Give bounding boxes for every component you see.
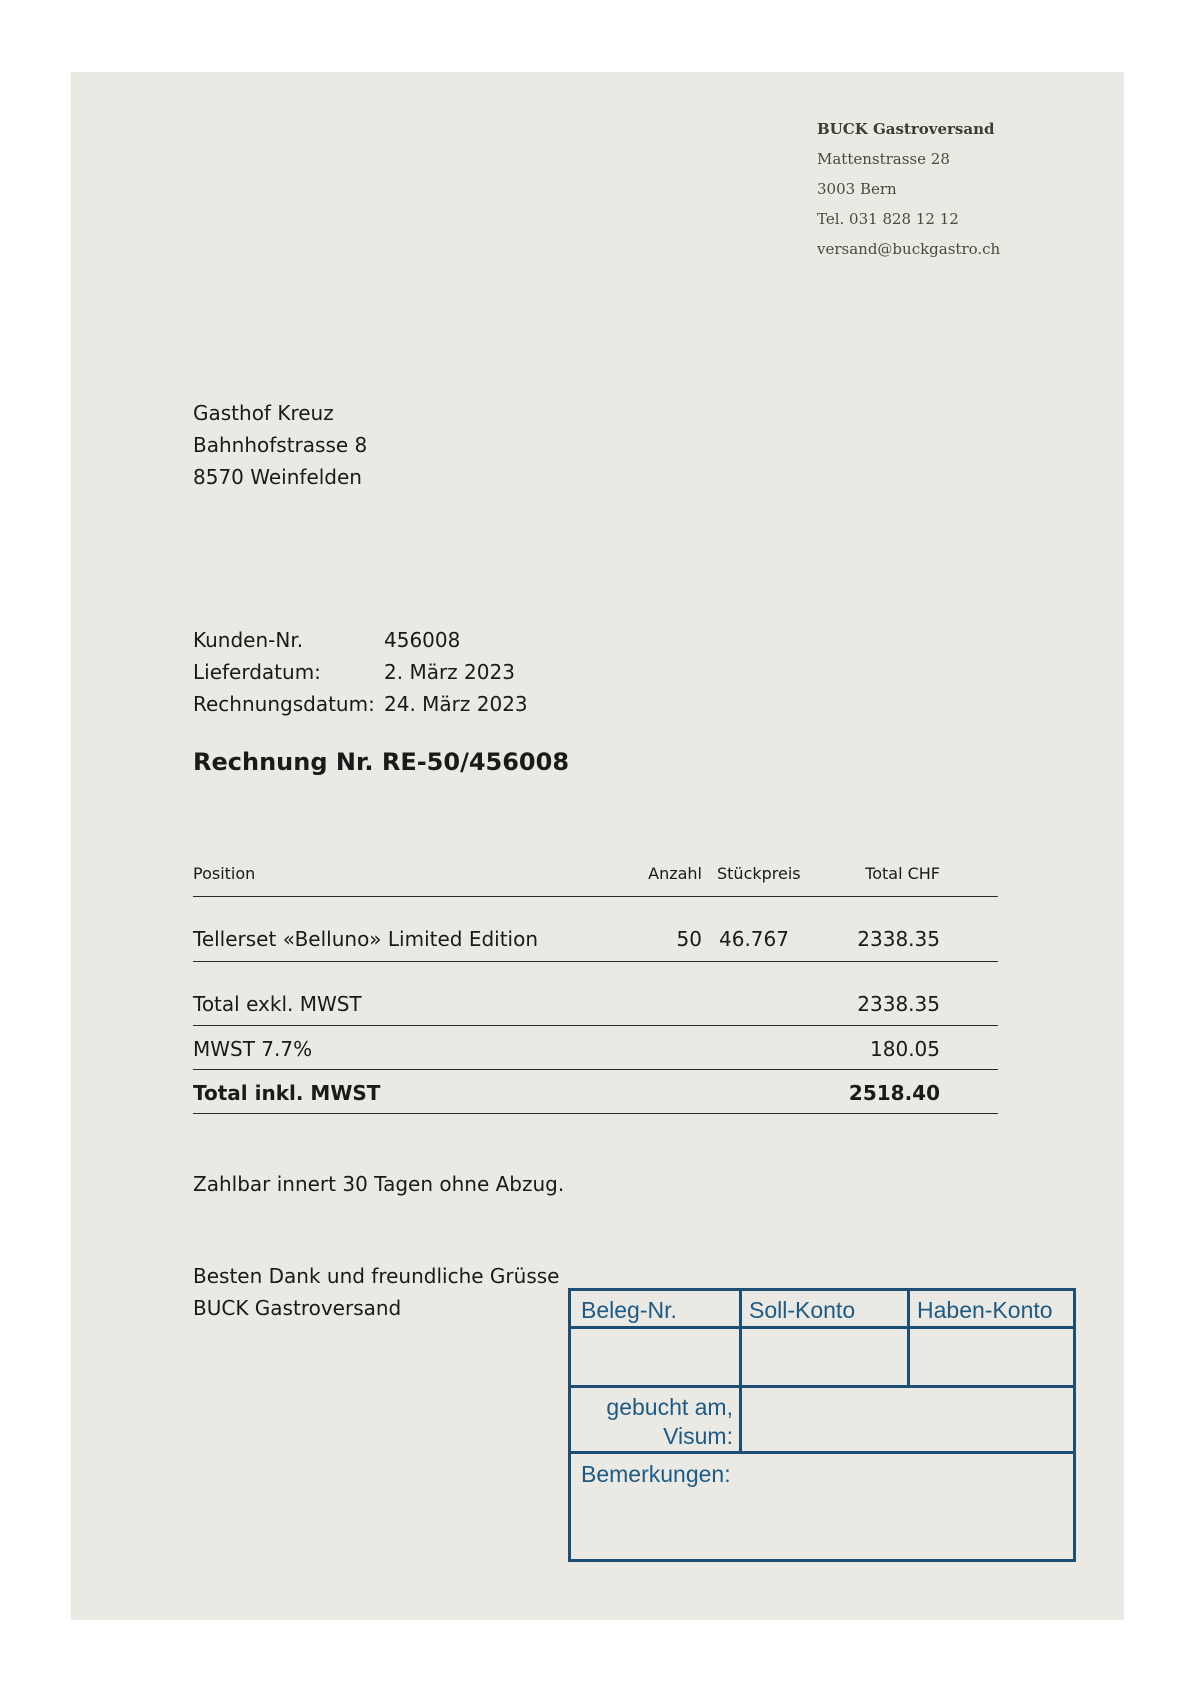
sender-phone: Tel. 031 828 12 12 [817, 210, 959, 228]
recipient-name: Gasthof Kreuz [193, 401, 334, 425]
stamp-soll-label: Soll-Konto [749, 1297, 856, 1323]
vat-value: 180.05 [870, 1037, 940, 1061]
item-unit-price: 46.767 [719, 927, 789, 951]
table-row [193, 897, 998, 962]
stamp-line [571, 1326, 1073, 1329]
sender-name: BUCK Gastroversand [817, 120, 995, 138]
sender-city: 3003 Bern [817, 180, 897, 198]
closing [193, 1260, 559, 1324]
recipient-city: 8570 Weinfelden [193, 465, 362, 489]
total-row [193, 1070, 998, 1114]
meta-value: 24. März 2023 [384, 692, 528, 716]
header-total: Total CHF [865, 864, 940, 883]
header-position: Position [193, 864, 256, 883]
sender-street: Mattenstrasse 28 [817, 150, 950, 168]
recipient-street: Bahnhofstrasse 8 [193, 433, 368, 457]
header-unit-price: Stückpreis [717, 864, 801, 883]
total-value: 2518.40 [848, 1081, 940, 1105]
recipient-address [193, 397, 367, 493]
table-header [193, 852, 998, 897]
invoice-title: Rechnung Nr. RE-50/456008 [193, 748, 570, 776]
booking-stamp [568, 1288, 1076, 1562]
meta-label: Lieferdatum: [193, 660, 321, 684]
subtotal-label: Total exkl. MWST [193, 992, 362, 1016]
subtotal-value: 2338.35 [857, 992, 940, 1016]
stamp-line [907, 1291, 910, 1387]
item-position: Tellerset «Belluno» Limited Edition [193, 927, 539, 951]
header-quantity: Anzahl [648, 864, 702, 883]
invoice-table [193, 852, 998, 1114]
stamp-haben-label: Haben-Konto [917, 1297, 1053, 1323]
meta-label: Kunden-Nr. [193, 628, 304, 652]
sender-email: versand@buckgastro.ch [817, 240, 1001, 258]
stamp-gebucht-label: gebucht am, [606, 1394, 733, 1420]
vat-row [193, 1026, 998, 1070]
invoice-meta [193, 624, 528, 720]
meta-value: 456008 [384, 628, 461, 652]
subtotal-row [193, 962, 998, 1026]
stamp-line [739, 1291, 742, 1453]
meta-row-invoice-date [193, 688, 528, 720]
stamp-bemerkungen-label: Bemerkungen: [581, 1461, 731, 1487]
sender-address [817, 114, 1000, 264]
closing-greeting: Besten Dank und freundliche Grüsse [193, 1264, 560, 1288]
meta-row-delivery [193, 656, 528, 688]
item-total: 2338.35 [857, 927, 940, 951]
total-label: Total inkl. MWST [193, 1081, 381, 1105]
invoice-sheet [71, 72, 1124, 1620]
meta-value: 2. März 2023 [384, 660, 515, 684]
closing-company: BUCK Gastroversand [193, 1296, 402, 1320]
stamp-visum-label: Visum: [663, 1423, 733, 1449]
stamp-line [571, 1385, 1073, 1388]
vat-label: MWST 7.7% [193, 1037, 313, 1061]
stamp-line [571, 1451, 1073, 1454]
meta-row-customer [193, 624, 528, 656]
stamp-beleg-label: Beleg-Nr. [581, 1297, 677, 1323]
meta-label: Rechnungsdatum: [193, 692, 375, 716]
payment-terms: Zahlbar innert 30 Tagen ohne Abzug. [193, 1172, 565, 1196]
item-quantity: 50 [676, 927, 702, 951]
